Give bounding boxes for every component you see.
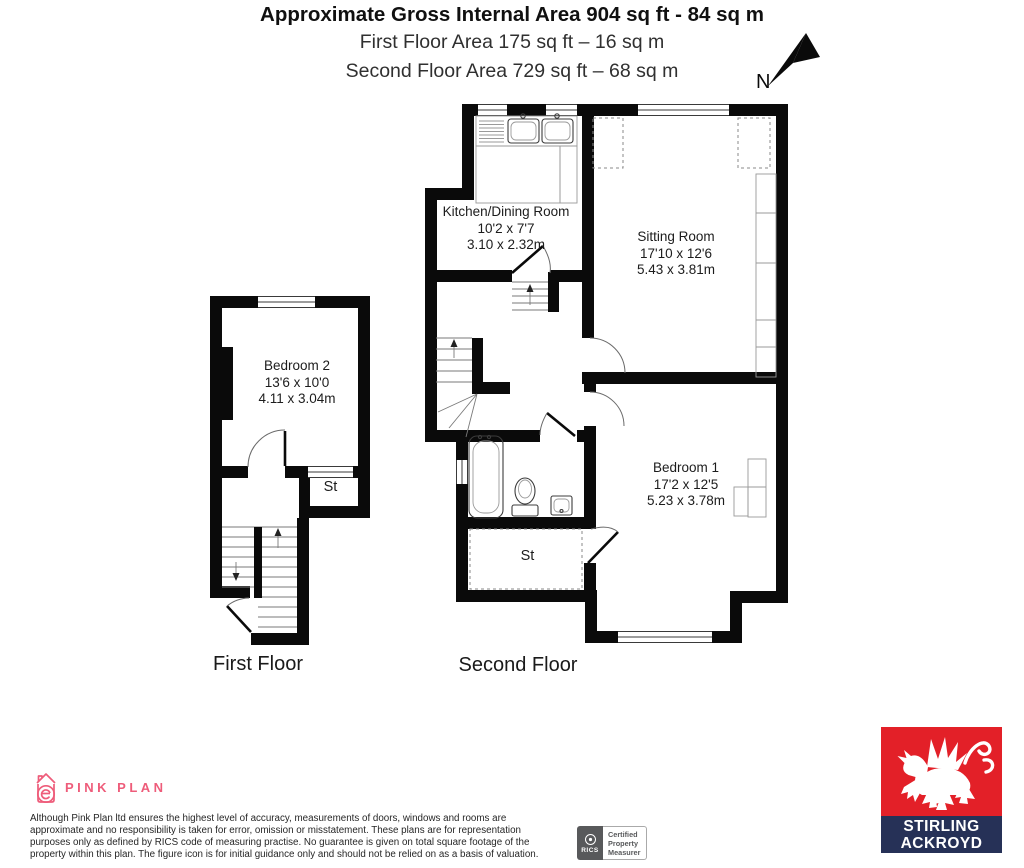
basin-icon (551, 496, 572, 515)
kitchen-sink-unit (476, 114, 577, 203)
disclaimer-line-1: Although Pink Plan ltd ensures the highest level of accuracy, measurements of doors, windows and rooms are (30, 813, 507, 824)
kitchen-size-imperial: 10'2 x 7'7 (477, 220, 535, 236)
second-floor-area-text: Second Floor Area 729 sq ft – 68 sq m (345, 59, 679, 82)
rics-line-1: Certified (608, 829, 638, 839)
bedroom2-label (212, 358, 382, 408)
bedroom1-size-metric: 5.23 x 3.78m (646, 493, 726, 508)
north-label: N (756, 71, 771, 93)
bathroom-fixtures (469, 435, 572, 518)
second-floor-plan (425, 104, 788, 643)
bedroom2-size-metric: 4.11 x 3.04m (258, 391, 336, 406)
rics-text (603, 826, 647, 860)
rics-badge (577, 826, 647, 860)
disclaimer-line-3: purposes only as defined by RICS code of measuring practise. No guarantee is given on total square footage of the (30, 836, 530, 848)
second-floor-store-label: St (520, 548, 535, 564)
kitchen-size-metric: 3.10 x 2.32m (466, 237, 546, 252)
second-floor-caption: Second Floor (458, 654, 578, 676)
kitchen-name: Kitchen/Dining Room (442, 204, 570, 219)
first-floor-caption: First Floor (213, 653, 303, 675)
sitting-room-name: Sitting Room (637, 229, 715, 244)
pink-plan-brand: PINK PLAN (65, 780, 167, 795)
sitting-room-size-imperial: 17'10 x 12'6 (640, 245, 712, 261)
rics-line-2: Property (608, 838, 639, 848)
rics-logo (577, 826, 603, 860)
disclaimer (30, 813, 575, 861)
first-floor-area-text: First Floor Area 175 sq ft – 16 sq m (359, 31, 665, 53)
first-floor-plan (210, 296, 370, 645)
kitchen-label (421, 204, 591, 254)
bedroom1-name: Bedroom 1 (652, 460, 720, 475)
rics-org-label: RICS (581, 846, 599, 854)
rics-lion-icon (584, 833, 597, 846)
first-floor-store-label: St (323, 479, 338, 495)
north-arrow-icon (756, 33, 820, 93)
bedroom2-size-imperial: 13'6 x 10'0 (264, 374, 330, 390)
bathtub-icon (469, 436, 503, 518)
griffin-icon (881, 727, 1002, 816)
agent-name (881, 816, 1002, 853)
rics-line-3: Measurer (608, 847, 641, 857)
agent-logo-red-panel (881, 727, 1002, 816)
disclaimer-line-2: approximate and no responsibility is taken for error, omission or misstatement. These plans are for representation (30, 824, 521, 836)
agent-name-line-1: STIRLING (903, 817, 980, 835)
sitting-room-label (591, 229, 761, 279)
toilet-icon (512, 478, 538, 516)
disclaimer-line-4: property within this plan. The figure icon is for initial guidance only and should not be relied on as a basis of valuation. (30, 848, 539, 860)
sitting-room-size-metric: 5.43 x 3.81m (636, 262, 716, 277)
bedroom1-label (601, 460, 771, 510)
bedroom2-name: Bedroom 2 (263, 358, 331, 373)
agent-logo (881, 727, 1002, 853)
second-floor-stairs (436, 282, 548, 437)
page-title: Approximate Gross Internal Area 904 sq ft - 84 sq m (260, 3, 764, 26)
bedroom1-size-imperial: 17'2 x 12'5 (653, 476, 719, 492)
second-floor-walls (425, 104, 788, 643)
agent-name-line-2: ACKROYD (900, 834, 983, 852)
pink-plan-house-icon (26, 768, 66, 810)
